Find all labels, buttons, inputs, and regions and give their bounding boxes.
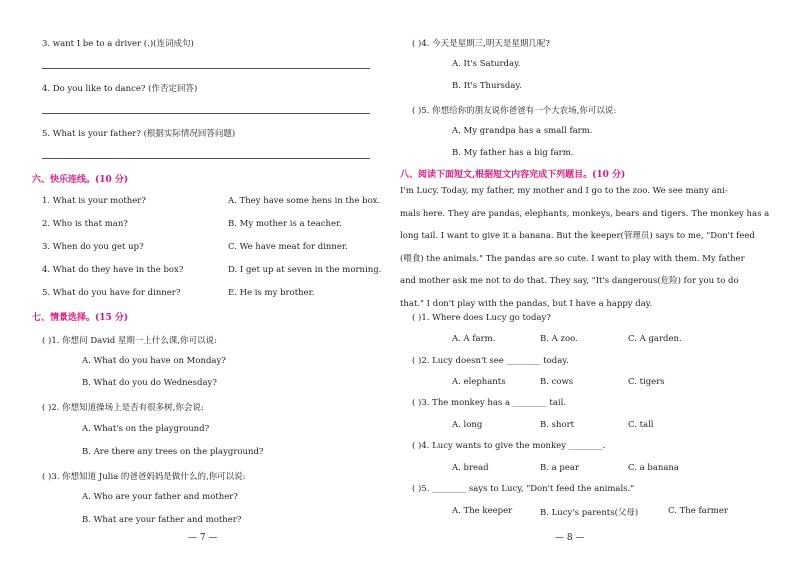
option: B. a pear	[540, 463, 580, 473]
option: B. short	[540, 420, 575, 430]
match-left-item: 2. Who is that man?	[42, 219, 128, 229]
page-number: — 8 —	[555, 533, 585, 543]
option: B. My father has a big farm.	[452, 148, 574, 158]
situation-question: ( )3. 你想知道 Julia 的爸爸妈妈是做什么的,你可以说:	[42, 472, 246, 482]
match-right-item: C. We have meat for dinner.	[228, 242, 348, 252]
match-left-item: 3. When do you get up?	[42, 242, 144, 252]
section-6-title: 六、快乐连线。(10 分)	[32, 175, 129, 185]
passage-line: (喂食) the animals." The pandas are so cute. I want to play with them. My father	[400, 253, 745, 264]
option: C. tigers	[628, 377, 665, 387]
option: A. long	[452, 420, 483, 430]
option: A. bread	[452, 463, 489, 473]
match-left-item: 4. What do they have in the box?	[42, 265, 184, 275]
answer-line	[42, 113, 370, 114]
option: A. My grandpa has a small farm.	[452, 126, 593, 136]
passage-line: long tail. I want to give it a banana. But the keeper(管理员) says to me, "Don't feed	[400, 231, 755, 241]
question-3: 3. want I be to a driver (.)(连词成句)	[42, 39, 194, 49]
question-4: 4. Do you like to dance? (作否定回答)	[42, 84, 198, 94]
option: C. a banana	[628, 463, 679, 473]
option: B. cows	[540, 377, 574, 387]
passage-line: that." I don't play with the pandas, but I have a happy day.	[400, 298, 653, 309]
option: C. A garden.	[628, 334, 682, 344]
option: A. What do you have on Monday?	[82, 356, 226, 366]
section-8-title: 八、阅读下面短文,根据短文内容完成下列题目。(10 分)	[400, 170, 626, 180]
option: A. It's Saturday.	[452, 59, 521, 69]
reading-question: ( )5. ________ says to Lucy, "Don't feed the animals."	[412, 484, 635, 494]
option: C. The farmer	[668, 506, 728, 516]
option: A. A farm.	[452, 334, 496, 344]
option: B. A zoo.	[540, 334, 578, 344]
answer-line	[42, 68, 370, 69]
reading-passage	[400, 180, 770, 315]
option: B. Are there any trees on the playground?	[82, 447, 264, 457]
situation-question: ( )4. 今天是星期三,明天是星期几呢?	[412, 39, 550, 49]
match-right-item: D. I get up at seven in the morning.	[228, 265, 382, 275]
situation-question: ( )1. 你想问 David 星期一上什么课,你可以说:	[42, 336, 217, 346]
option: A. The keeper	[452, 506, 513, 516]
answer-line	[42, 158, 370, 159]
option: A. elephants	[452, 377, 506, 387]
option: A. What's on the playground?	[82, 424, 210, 434]
option: B. What do you do Wednesday?	[82, 378, 217, 388]
reading-question: ( )1. Where does Lucy go today?	[412, 313, 551, 323]
match-right-item: A. They have some hens in the box.	[228, 196, 381, 206]
match-left-item: 5. What do you have for dinner?	[42, 288, 181, 298]
passage-line: mals here. They are pandas, elephants, monkeys, bears and tigers. The monkey has a	[400, 208, 770, 219]
reading-question: ( )3. The monkey has a ________ tail.	[412, 398, 567, 408]
option: A. Who are your father and mother?	[82, 492, 238, 502]
passage-line: I'm Lucy. Today, my father, my mother and I go to the zoo. We see many ani-	[400, 186, 728, 196]
reading-question: ( )4. Lucy wants to give the monkey ________.	[412, 441, 606, 451]
situation-question: ( )5. 你想给你的朋友说你爸爸有一个大农场,你可以说:	[412, 106, 617, 116]
option: C. tall	[628, 420, 654, 430]
match-right-item: B. My mother is a teacher.	[228, 219, 342, 229]
option: B. It's Thursday.	[452, 81, 522, 91]
match-right-item: E. He is my brother.	[228, 288, 315, 298]
reading-question: ( )2. Lucy doesn't see ________ today.	[412, 356, 569, 366]
situation-question: ( )2. 你想知道操场上是否有很多树,你会说:	[42, 403, 204, 413]
option: B. What are your father and mother?	[82, 515, 242, 525]
passage-line: and mother ask me not to do that. They say, "It's dangerous(危险) for you to do	[400, 276, 739, 286]
section-7-title: 七、情景选择。(15 分)	[32, 313, 129, 323]
page-number: — 7 —	[188, 533, 218, 543]
option: B. Lucy's parents(父母)	[540, 508, 639, 518]
match-left-item: 1. What is your mother?	[42, 196, 146, 206]
question-5: 5. What is your father? (根据实际情况回答问题)	[42, 129, 236, 139]
